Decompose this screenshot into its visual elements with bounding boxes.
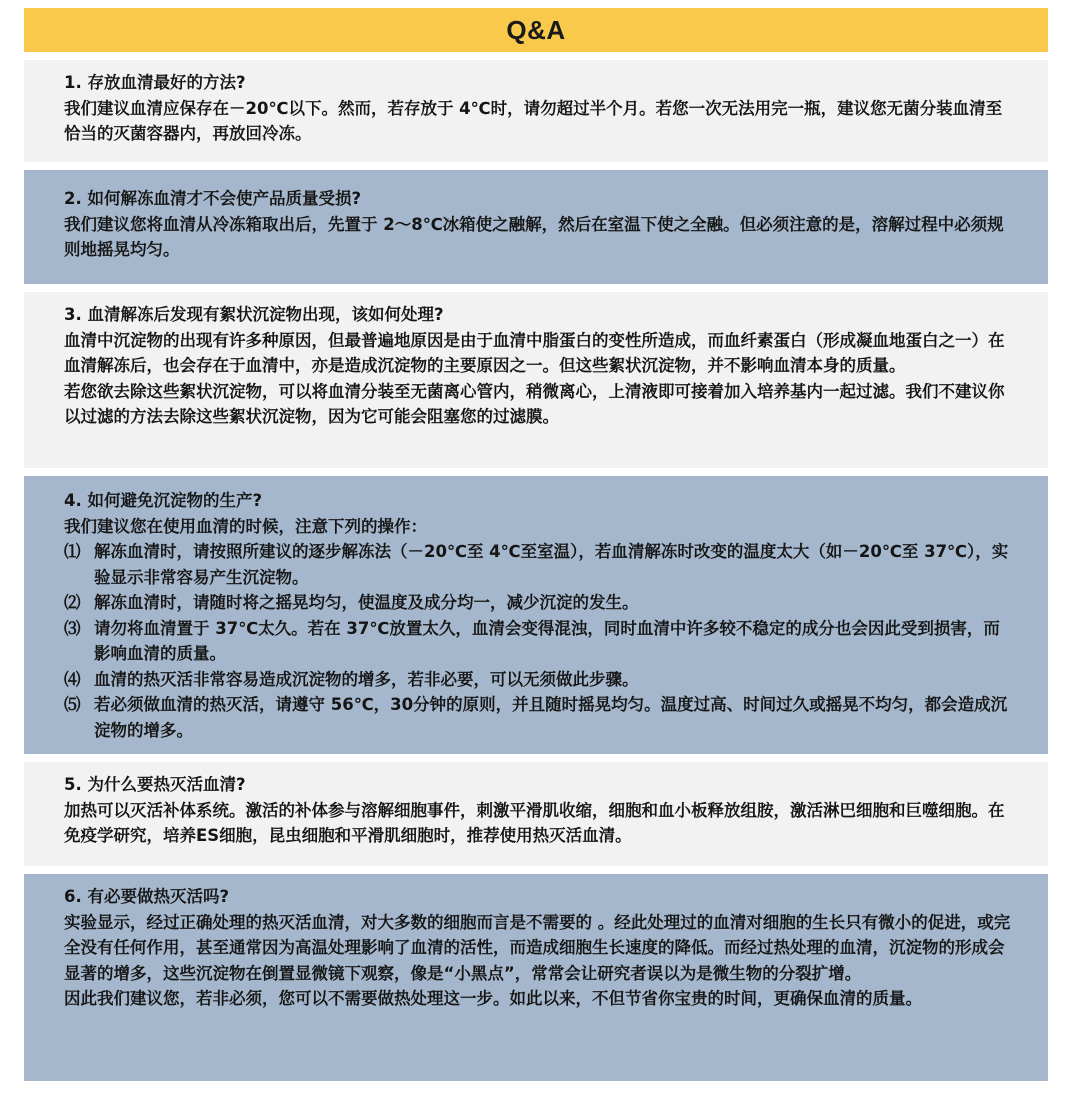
faq-answer: 若您欲去除这些絮状沉淀物，可以将血清分装至无菌离心管内，稍微离心，上清液即可接着加入培养基内一起过滤。我们不建议你以过滤的方法去除这些絮状沉淀物，因为它可能会阻塞您的过滤膜。 <box>64 381 1005 426</box>
faq-question: 5. 为什么要热灭活血清? <box>64 775 246 794</box>
faq-list-item <box>64 667 1016 693</box>
faq-question: 3. 血清解冻后发现有絮状沉淀物出现，该如何处理? <box>64 305 444 324</box>
list-number: ⑵ <box>64 593 81 612</box>
faq-answer: 加热可以灭活补体系统。激活的补体参与溶解细胞事件，刺激平滑肌收缩，细胞和血小板释放组胺，激活淋巴细胞和巨噬细胞。在免疫学研究，培养ES细胞，昆虫细胞和平滑肌细胞时，推荐使用热灭活血清。 <box>64 800 1005 845</box>
list-number: ⑸ <box>64 695 81 714</box>
list-number: ⑶ <box>64 618 81 638</box>
qa-header-banner <box>24 8 1048 52</box>
faq-question: 4. 如何避免沉淀物的生产? <box>64 491 263 510</box>
list-text: 解冻血清时，请随时将之摇晃均匀，使温度及成分均一，减少沉淀的发生。 <box>94 593 639 612</box>
list-text: 血清的热灭活非常容易造成沉淀物的增多，若非必要，可以无须做此步骤。 <box>94 669 639 689</box>
faq-answer: 实验显示，经过正确处理的热灭活血清，对大多数的细胞而言是不需要的 。经此处理过的血清对细胞的生长只有微小的促进，或完全没有任何作用，甚至通常因为高温处理影响了血清的活性，而造成细胞生长速度的降低。而经过热处理的血清，沉淀物的形成会显著的增多，这些沉淀物在倒置显微镜下观察，像是“小黑点”，常常会让研究者误以为是微生物的分裂扩增。 <box>64 912 1011 983</box>
faq-answer: 我们建议您将血清从冷冻箱取出后，先置于 2～8℃冰箱使之融解，然后在室温下使之全融。但必须注意的是，溶解过程中必须规则地摇晃均匀。 <box>64 214 1004 259</box>
faq-list-item <box>64 539 1016 590</box>
faq-section-6 <box>24 874 1048 1081</box>
list-number: ⑷ <box>64 669 81 689</box>
faq-answer: 我们建议血清应保存在－20℃以下。然而，若存放于 4℃时，请勿超过半个月。若您一次无法用完一瓶，建议您无菌分装血清至恰当的灭菌容器内，再放回冷冻。 <box>64 98 1003 143</box>
faq-section-2 <box>24 170 1048 284</box>
faq-question: 1. 存放血清最好的方法? <box>64 73 246 92</box>
list-text: 请勿将血清置于 37℃太久。若在 37℃放置太久，血清会变得混浊，同时血清中许多较不稳定的成分也会因此受到损害，而影响血清的质量。 <box>94 618 1000 663</box>
faq-section-1 <box>24 60 1048 162</box>
faq-answer: 因此我们建议您，若非必须，您可以不需要做热处理这一步。如此以来，不但节省你宝贵的时间，更确保血清的质量。 <box>64 989 922 1008</box>
faq-section-4 <box>24 476 1048 754</box>
faq-question: 6. 有必要做热灭活吗? <box>64 887 230 906</box>
faq-section-3 <box>24 292 1048 468</box>
faq-list-item <box>64 692 1016 743</box>
faq-question: 2. 如何解冻血清才不会使产品质量受损? <box>64 189 362 208</box>
faq-section-5 <box>24 762 1048 866</box>
list-text: 若必须做血清的热灭活，请遵守 56℃，30分钟的原则，并且随时摇晃均匀。温度过高、时间过久或摇晃不均匀，都会造成沉淀物的增多。 <box>94 695 1008 740</box>
faq-list-item <box>64 616 1016 667</box>
qa-title: Q&A <box>506 14 566 45</box>
faq-list-item <box>64 590 1016 616</box>
list-number: ⑴ <box>64 542 81 561</box>
faq-answer: 血清中沉淀物的出现有许多种原因，但最普遍地原因是由于血清中脂蛋白的变性所造成，而血纤素蛋白（形成凝血地蛋白之一）在血清解冻后，也会存在于血清中，亦是造成沉淀物的主要原因之一。但这些絮状沉淀物，并不影响血清本身的质量。 <box>64 330 1005 375</box>
list-text: 解冻血清时，请按照所建议的逐步解冻法（－20℃至 4℃至室温），若血清解冻时改变的温度太大（如－20℃至 37℃），实验显示非常容易产生沉淀物。 <box>94 542 1009 587</box>
faq-intro: 我们建议您在使用血清的时候，注意下列的操作： <box>64 516 427 536</box>
